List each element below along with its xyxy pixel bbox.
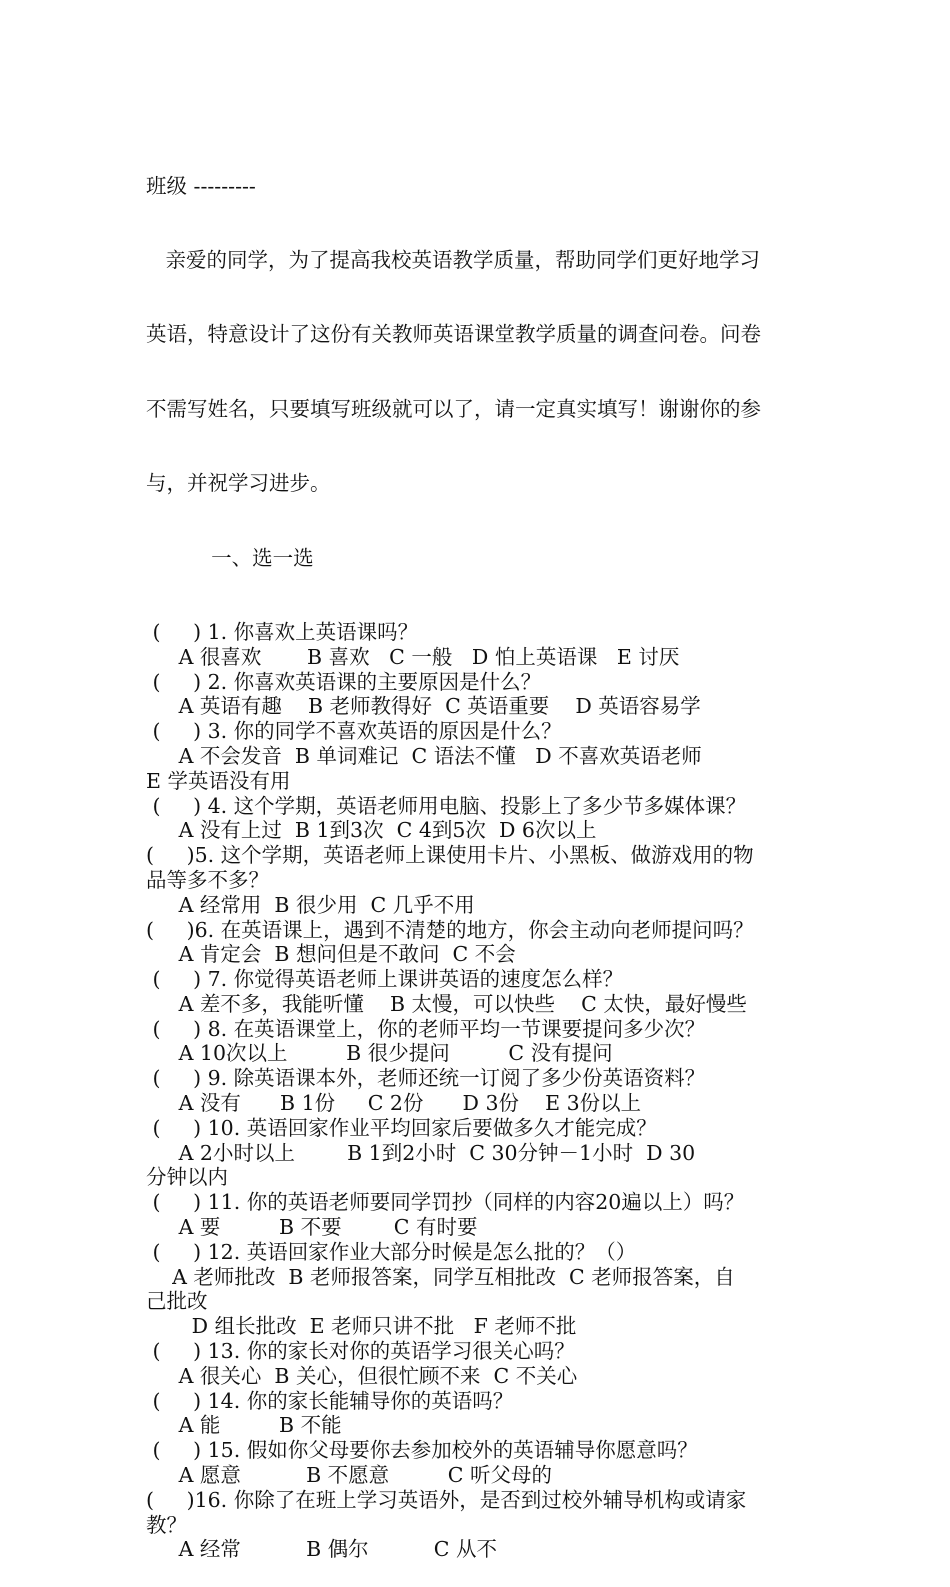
section-title: 一、选一选 [146,545,314,570]
question-options: A 很关心 B 关心，但很忙顾不来 C 不关心 [146,1363,578,1388]
question-options: A 经常 B 偶尔 C 从不 [146,1537,498,1562]
question-item [146,1116,816,1190]
question-options: A 老师批改 B 老师报答案，同学互相批改 C 老师报答案，自 [146,1264,735,1289]
question-text: ( ) 7. 你觉得英语老师上课讲英语的速度怎么样？ [146,967,624,992]
question-text: ( ) 8. 在英语课堂上，你的老师平均一节课要提问多少次？ [146,1016,706,1041]
class-label: 班级 --------- [146,173,256,198]
question-text: ( ) 2. 你喜欢英语课的主要原因是什么？ [146,669,542,694]
question-options: A 很喜欢 B 喜欢 C 一般 D 怕上英语课 E 讨厌 [146,644,680,669]
question-text: ( ) 3. 你的同学不喜欢英语的原因是什么？ [146,719,562,744]
question-options: A 2小时以上 B 1到2小时 C 30分钟－1小时 D 30 [146,1140,696,1165]
question-item [146,967,816,1017]
question-options: 分钟以内 [146,1165,228,1190]
question-item [146,1339,816,1389]
question-item [146,1066,816,1116]
question-options: 教？ [146,1512,187,1537]
question-item [146,1240,816,1339]
question-item [146,670,816,720]
question-options: A 不会发音 B 单词难记 C 语法不懂 D 不喜欢英语老师 [146,743,702,768]
questionnaire-page [146,124,816,1587]
question-options: A 10次以上 B 很少提问 C 没有提问 [146,1041,613,1066]
question-text: ( ) 9. 除英语课本外，老师还统一订阅了多少份英语资料？ [146,1066,706,1091]
question-item [146,1488,816,1562]
intro-line: 与，并祝学习进步。 [146,471,331,496]
question-options: A 没有上过 B 1到3次 C 4到5次 D 6次以上 [146,818,597,843]
question-text: ( )6. 在英语课上，遇到不清楚的地方，你会主动向老师提问吗？ [146,917,754,942]
question-options: A 肯定会 B 想问但是不敢问 C 不会 [146,942,516,967]
question-text: ( )5. 这个学期，英语老师上课使用卡片、小黑板、做游戏用的物 [146,843,754,868]
question-options: 品等多不多？ [146,867,269,892]
question-options: D 组长批改 E 老师只讲不批 F 老师不批 [146,1314,577,1339]
question-options: A 差不多，我能听懂 B 太慢，可以快些 C 太快，最好慢些 [146,991,747,1016]
question-item [146,719,816,793]
question-text: ( ) 13. 你的家长对你的英语学习很关心吗？ [146,1339,575,1364]
question-options: A 没有 B 1份 C 2份 D 3份 E 3份以上 [146,1091,642,1116]
question-text: ( ) 15. 假如你父母要你去参加校外的英语辅导你愿意吗？ [146,1438,698,1463]
question-options: A 要 B 不要 C 有时要 [146,1215,478,1240]
question-options: A 能 B 不能 [146,1413,342,1438]
question-options: A 英语有趣 B 老师教得好 C 英语重要 D 英语容易学 [146,694,701,719]
question-text: ( ) 14. 你的家长能辅导你的英语吗？ [146,1388,514,1413]
question-list [146,620,816,1562]
question-text: ( ) 4. 这个学期，英语老师用电脑、投影上了多少节多媒体课？ [146,793,747,818]
question-item [146,1389,816,1439]
question-item [146,843,816,917]
question-item [146,1017,816,1067]
intro-line: 不需写姓名，只要填写班级就可以了，请一定真实填写！谢谢你的参 [146,396,761,421]
question-options: A 愿意 B 不愿意 C 听父母的 [146,1463,552,1488]
question-options: 己批改 [146,1289,208,1314]
question-text: ( ) 12. 英语回家作业大部分时候是怎么批的？（） [146,1239,637,1264]
question-item [146,620,816,670]
question-text: ( )16. 你除了在班上学习英语外，是否到过校外辅导机构或请家 [146,1487,747,1512]
intro-line: 亲爱的同学，为了提高我校英语教学质量，帮助同学们更好地学习 [146,247,761,272]
question-item [146,794,816,844]
intro-line: 英语，特意设计了这份有关教师英语课堂教学质量的调查问卷。问卷 [146,322,761,347]
question-text: ( ) 11. 你的英语老师要同学罚抄（同样的内容20遍以上）吗？ [146,1190,745,1215]
question-text: ( ) 10. 英语回家作业平均回家后要做多久才能完成？ [146,1115,657,1140]
question-item [146,1190,816,1240]
question-item [146,918,816,968]
question-text: ( ) 1. 你喜欢上英语课吗？ [146,619,419,644]
question-options: A 经常用 B 很少用 C 几乎不用 [146,892,475,917]
question-options: E 学英语没有用 [146,768,291,793]
question-item [146,1438,816,1488]
